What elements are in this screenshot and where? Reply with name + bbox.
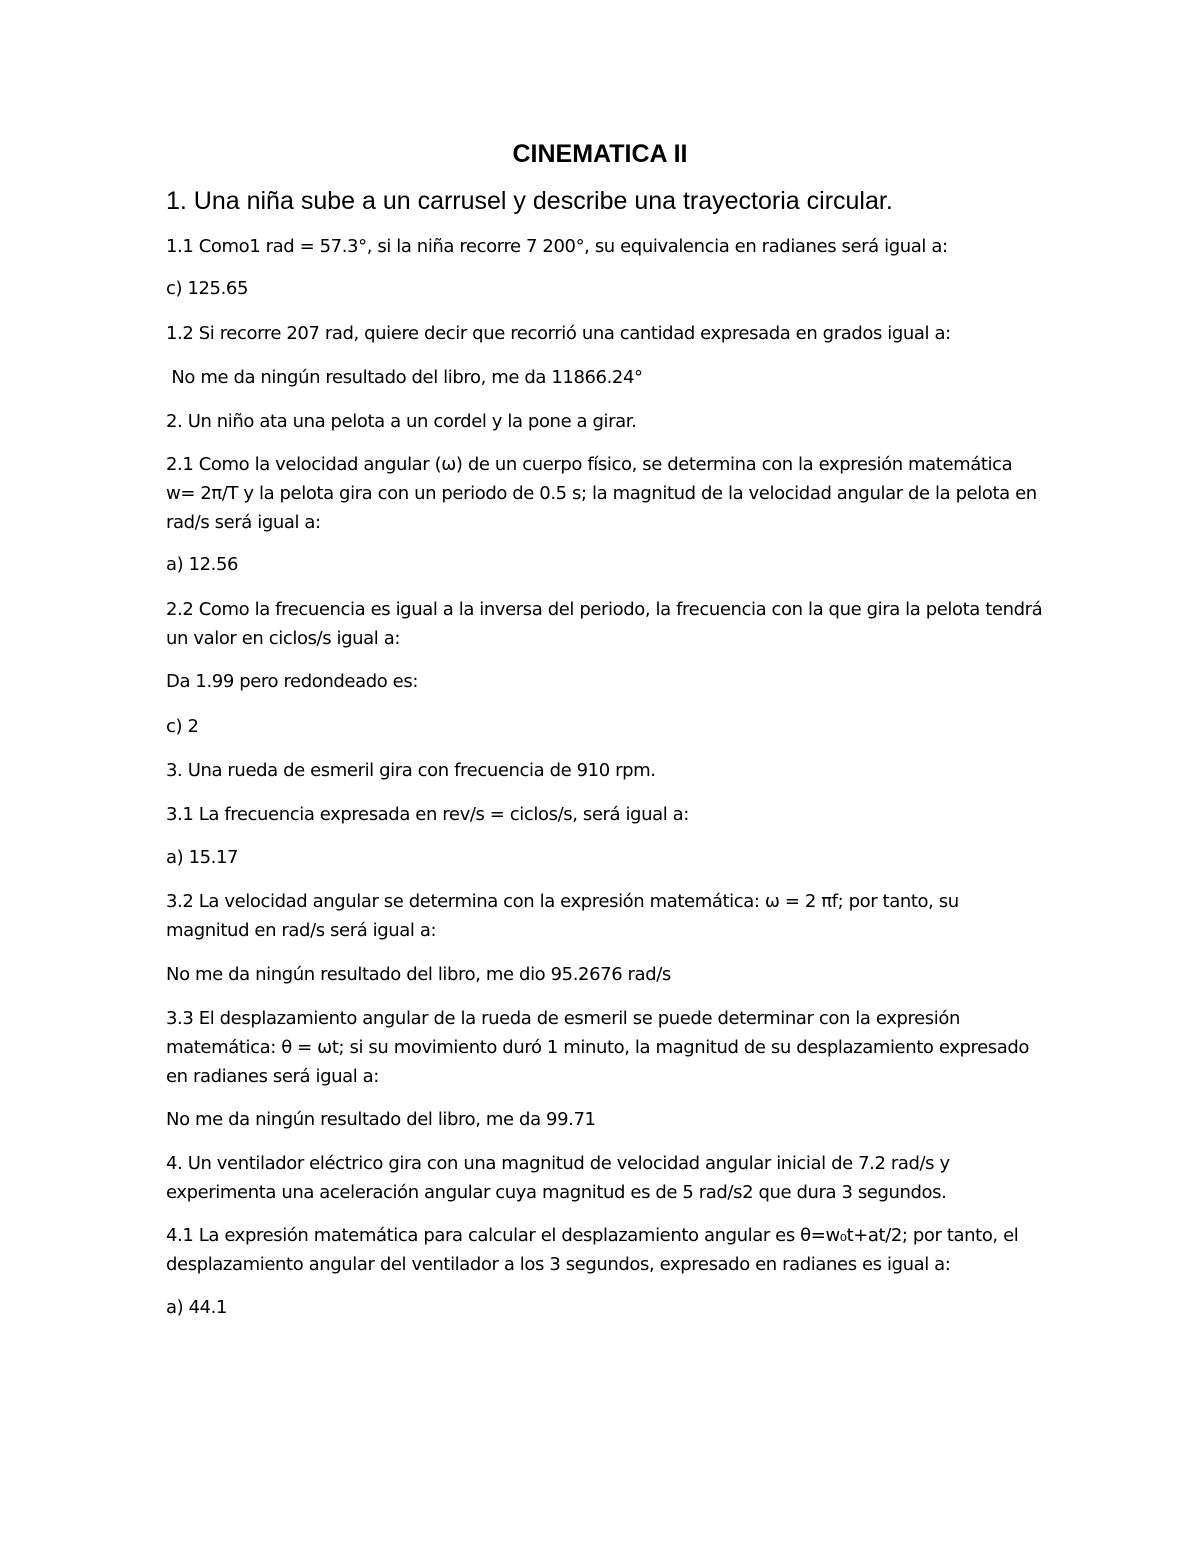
question-4-1: 4.1 La expresión matemática para calcular el desplazamiento angular es θ=w₀t+at/2; por tanto, el desplazamiento angular del ventilador a los 3 segundos, expresado en radianes es igual a: (166, 1225, 1019, 1275)
answer-4-1: a) 44.1 (166, 1297, 228, 1318)
question-3: 3. Una rueda de esmeril gira con frecuencia de 910 rpm. (166, 760, 656, 781)
question-1-heading: 1. Una niña sube a un carrusel y describe una trayectoria circular. (166, 187, 893, 215)
answer-2-2: c) 2 (166, 716, 199, 737)
question-2-1: 2.1 Como la velocidad angular (ω) de un cuerpo físico, se determina con la expresión matemática w= 2π/T y la pelota gira con un periodo de 0.5 s; la magnitud de la velocidad angular de la pelota en rad/s será igual a: (166, 454, 1037, 533)
question-1-2: 1.2 Si recorre 207 rad, quiere decir que recorrió una cantidad expresada en grados igual a: (166, 323, 951, 344)
question-1-1: 1.1 Como1 rad = 57.3°, si la niña recorre 7 200°, su equivalencia en radianes será igual a: (166, 236, 948, 257)
answer-1-2: No me da ningún resultado del libro, me da 11866.24° (166, 367, 643, 388)
answer-1-1: c) 125.65 (166, 278, 249, 299)
answer-2-2-note: Da 1.99 pero redondeado es: (166, 671, 418, 692)
question-3-1: 3.1 La frecuencia expresada en rev/s = ciclos/s, será igual a: (166, 804, 689, 825)
question-4: 4. Un ventilador eléctrico gira con una magnitud de velocidad angular inicial de 7.2 rad/s y experimenta una aceleración angular cuya magnitud es de 5 rad/s2 que dura 3 segundos. (166, 1153, 950, 1203)
answer-3-3: No me da ningún resultado del libro, me da 99.71 (166, 1109, 596, 1130)
question-3-2: 3.2 La velocidad angular se determina con la expresión matemática: ω = 2 πf; por tanto, su magnitud en rad/s será igual a: (166, 891, 959, 941)
question-2: 2. Un niño ata una pelota a un cordel y la pone a girar. (166, 411, 637, 432)
answer-2-1: a) 12.56 (166, 554, 239, 575)
answer-3-1: a) 15.17 (166, 847, 239, 868)
question-3-3: 3.3 El desplazamiento angular de la rueda de esmeril se puede determinar con la expresión matemática: θ = ωt; si su movimiento duró 1 minuto, la magnitud de su desplazamiento expresado en radianes será igual a: (166, 1008, 1029, 1087)
answer-3-2: No me da ningún resultado del libro, me dio 95.2676 rad/s (166, 964, 671, 985)
document-title: CINEMATICA II (512, 140, 688, 168)
question-2-2: 2.2 Como la frecuencia es igual a la inversa del periodo, la frecuencia con la que gira la pelota tendrá un valor en ciclos/s igual a: (166, 599, 1043, 649)
